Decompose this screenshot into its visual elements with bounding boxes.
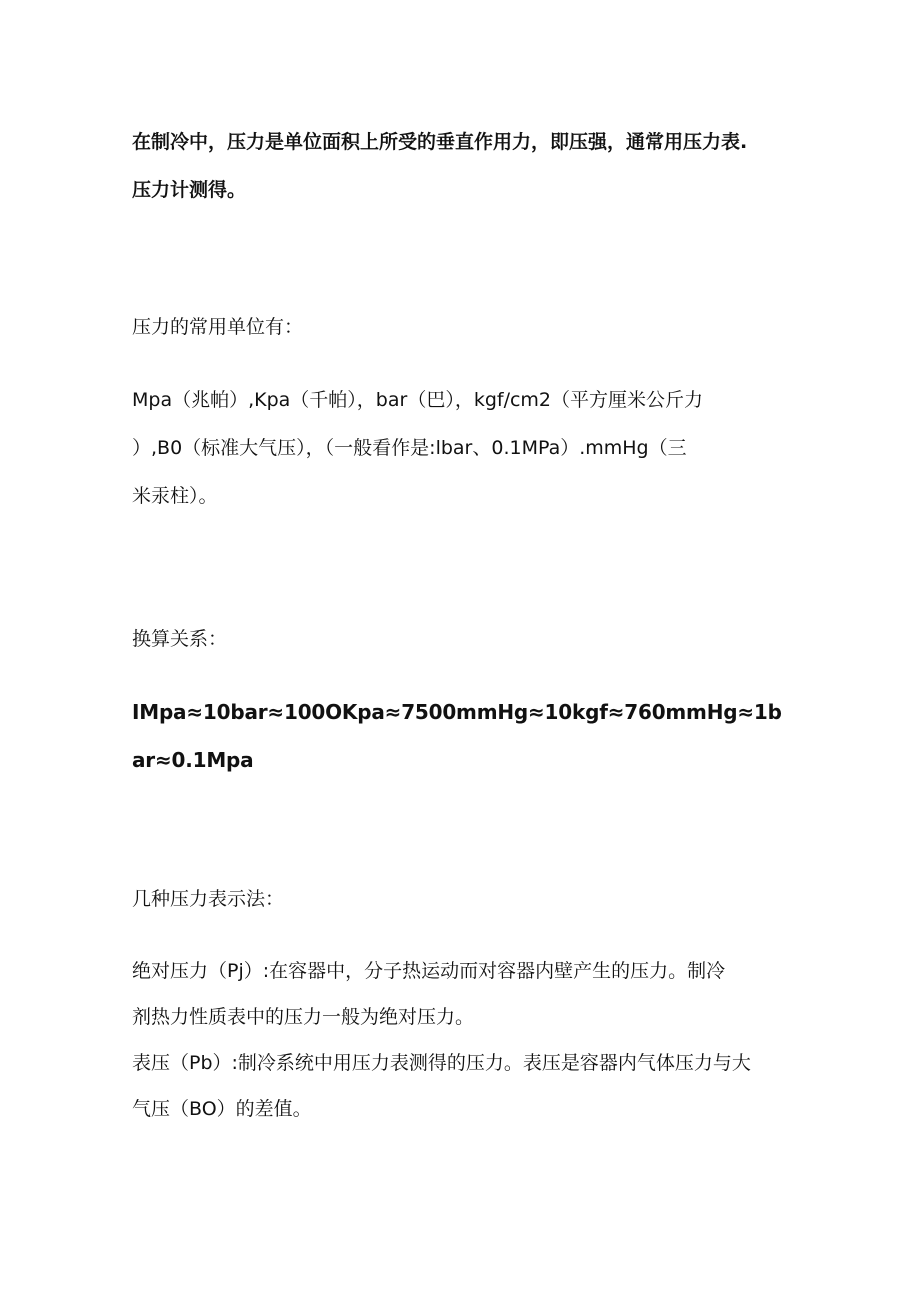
conversion-heading	[132, 624, 802, 654]
units-heading-text: 压力的常用单位有：	[132, 316, 304, 338]
units-heading	[132, 312, 802, 342]
units-line-1: Mpa（兆帕）,Kpa（千帕），bar（巴），kgf/cm2（平方厘米公斤力	[132, 389, 704, 411]
gauge-pressure-line-2: 气压（BO）的差值。	[132, 1098, 312, 1120]
units-line-3: 米汞柱）。	[132, 485, 218, 507]
intro-line-1: 在制冷中，压力是单位面积上所受的垂直作用力，即压强，通常用压力表.	[132, 131, 748, 153]
units-paragraph	[132, 376, 802, 520]
absolute-pressure-line-2: 剂热力性质表中的压力一般为绝对压力。	[132, 1006, 475, 1028]
methods-heading-text: 几种压力表示法：	[132, 888, 285, 910]
absolute-pressure-line-1: 绝对压力（Pj）:在容器中，分子热运动而对容器内壁产生的压力。制冷	[132, 960, 726, 982]
methods-paragraph	[132, 948, 802, 1132]
methods-heading	[132, 884, 802, 914]
conversion-line-1: IMpa≈10bar≈100OKpa≈7500mmHg≈10kgf≈760mmHg≈1b	[132, 700, 782, 724]
intro-paragraph	[132, 118, 802, 214]
units-line-2: ）,B0（标准大气压），（一般看作是:lbar、0.1MPa）.mmHg（三	[132, 437, 687, 459]
conversion-formula	[132, 688, 802, 784]
conversion-heading-text: 换算关系：	[132, 628, 228, 650]
gauge-pressure-line-1: 表压（Pb）:制冷系统中用压力表测得的压力。表压是容器内气体压力与大	[132, 1052, 751, 1074]
intro-line-2: 压力计测得。	[132, 179, 247, 201]
conversion-line-2: ar≈0.1Mpa	[132, 748, 254, 772]
